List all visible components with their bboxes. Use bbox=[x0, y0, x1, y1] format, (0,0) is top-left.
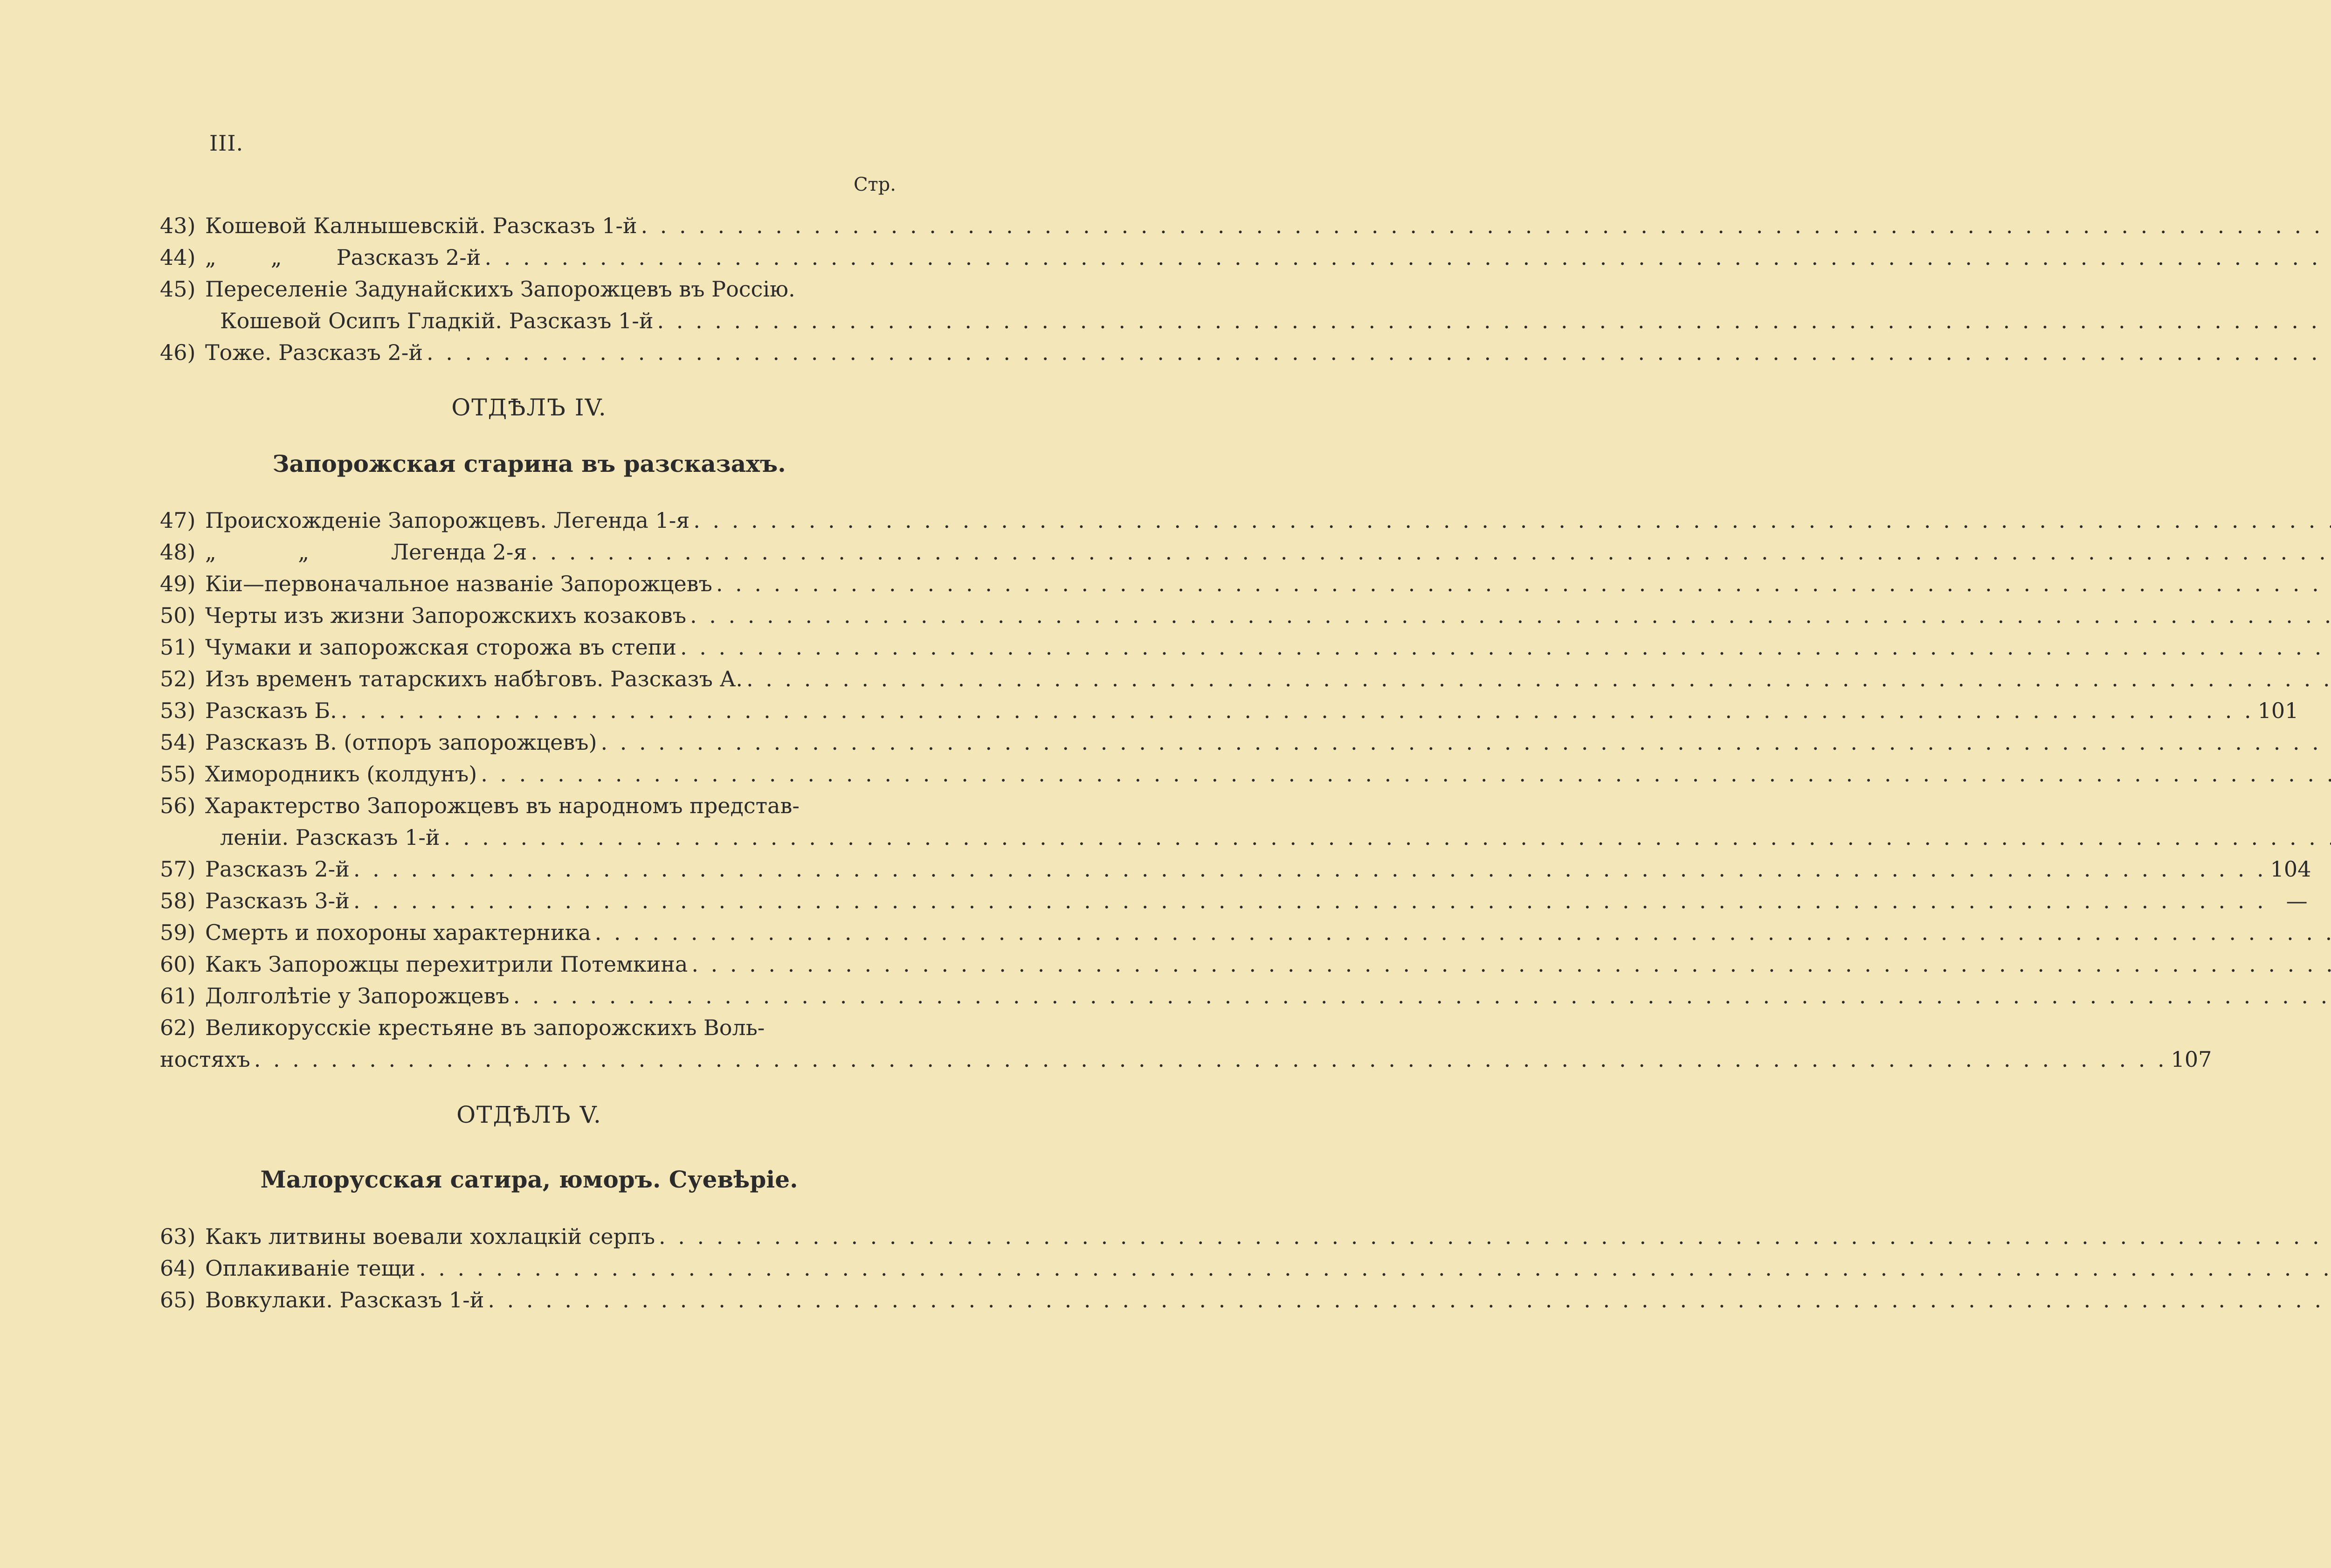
entry-title: Химородникъ (колдунъ) bbox=[205, 761, 477, 787]
entry-title: Какъ литвины воевали хохлацкій серпъ bbox=[205, 1224, 655, 1249]
entry-number: 64) bbox=[160, 1256, 196, 1281]
toc-entry-continuation bbox=[160, 1043, 2212, 1075]
entry-number: 44) bbox=[160, 245, 196, 270]
dot-leader bbox=[350, 853, 2270, 885]
entry-title: Оплакиваніе тещи bbox=[205, 1256, 416, 1281]
entry-title: Кіи—первоначальное названіе Запорожцевъ bbox=[205, 571, 712, 596]
dot-leader bbox=[688, 948, 2331, 980]
entry-page: — bbox=[2286, 888, 2308, 913]
dot-leader bbox=[653, 305, 2331, 337]
section-heading: ОТДѢЛЪ V. bbox=[456, 1101, 602, 1128]
entry-title: Великорусскіе крестьяне въ запорожскихъ Воль- bbox=[205, 1015, 765, 1040]
pages-column-label: Стр. bbox=[853, 174, 896, 195]
dot-leader bbox=[440, 822, 2331, 853]
dot-leader bbox=[637, 210, 2331, 242]
toc-block-3 bbox=[160, 1221, 897, 1316]
entry-title: Переселеніе Задунайскихъ Запорожцевъ въ Россію. bbox=[205, 276, 795, 302]
entry-number: 48) bbox=[160, 539, 196, 565]
entry-number: 46) bbox=[160, 340, 196, 365]
toc-entry bbox=[160, 242, 897, 273]
dot-leader bbox=[743, 663, 2331, 695]
toc-entry bbox=[160, 600, 897, 631]
dot-leader bbox=[686, 600, 2331, 631]
toc-entry bbox=[160, 790, 897, 822]
entry-title: Долголѣтіе у Запорожцевъ bbox=[205, 983, 510, 1008]
toc-entry bbox=[160, 758, 897, 790]
entry-number: 53) bbox=[160, 698, 196, 723]
dot-leader bbox=[350, 885, 2270, 917]
dot-leader bbox=[423, 337, 2331, 368]
dot-leader bbox=[527, 536, 2331, 568]
entry-number: 50) bbox=[160, 603, 196, 628]
toc-entry bbox=[160, 631, 897, 663]
dot-leader bbox=[712, 568, 2331, 600]
entry-number: 58) bbox=[160, 888, 196, 913]
dot-leader bbox=[690, 504, 2331, 536]
entry-number: 52) bbox=[160, 666, 196, 691]
toc-entry bbox=[160, 536, 897, 568]
section-subtitle: Запорожская старина въ разсказахъ. bbox=[272, 450, 786, 477]
toc-entry-continuation bbox=[160, 822, 897, 853]
dot-leader bbox=[250, 1043, 2171, 1075]
dot-leader bbox=[484, 1284, 2331, 1316]
entry-number: 63) bbox=[160, 1224, 196, 1249]
dot-leader bbox=[481, 242, 2331, 273]
entry-title: Кошевой Калнышевскій. Разсказъ 1-й bbox=[205, 213, 637, 238]
toc-entry bbox=[160, 885, 2308, 917]
entry-title: Какъ Запорожцы перехитрили Потемкина bbox=[205, 952, 688, 977]
toc-entry bbox=[160, 1012, 897, 1043]
entry-title: Черты изъ жизни Запорожскихъ козаковъ bbox=[205, 603, 687, 628]
toc-entry bbox=[160, 210, 897, 242]
toc-entry bbox=[160, 337, 897, 368]
entry-number: 45) bbox=[160, 276, 196, 302]
toc-entry bbox=[160, 1221, 897, 1252]
page-number: III. bbox=[209, 131, 244, 156]
entry-page: 104 bbox=[2270, 857, 2311, 882]
entry-title: Тоже. Разсказъ 2-й bbox=[205, 340, 423, 365]
entry-page: 101 bbox=[2257, 698, 2299, 723]
dot-leader bbox=[597, 726, 2331, 758]
entry-number: 57) bbox=[160, 857, 196, 882]
entry-title: ностяхъ bbox=[160, 1047, 250, 1072]
toc-entry bbox=[160, 917, 897, 948]
entry-number: 51) bbox=[160, 635, 196, 660]
entry-number: 65) bbox=[160, 1287, 196, 1312]
toc-entry bbox=[160, 273, 897, 305]
entry-title: Разсказъ 3-й bbox=[205, 888, 350, 913]
dot-leader bbox=[337, 695, 2258, 726]
toc-entry bbox=[160, 568, 897, 600]
toc-block-1 bbox=[160, 210, 897, 368]
entry-number: 49) bbox=[160, 571, 196, 596]
entry-title: Смерть и похороны характерника bbox=[205, 920, 591, 945]
toc-entry bbox=[160, 695, 2299, 726]
entry-number: 59) bbox=[160, 920, 196, 945]
toc-entry bbox=[160, 1284, 897, 1316]
toc-entry bbox=[160, 1252, 897, 1284]
toc-entry bbox=[160, 726, 897, 758]
dot-leader bbox=[510, 980, 2331, 1012]
dot-leader bbox=[415, 1252, 2331, 1284]
entry-title: Чумаки и запорожская сторожа въ степи bbox=[205, 635, 676, 660]
entry-number: 54) bbox=[160, 730, 196, 755]
entry-title: Характерство Запорожцевъ въ народномъ представ- bbox=[205, 793, 800, 818]
entry-number: 47) bbox=[160, 508, 196, 533]
entry-title: „ „ Легенда 2-я bbox=[205, 539, 527, 565]
entry-number: 55) bbox=[160, 761, 196, 787]
toc-entry bbox=[160, 663, 897, 695]
entry-title: Происхожденіе Запорожцевъ. Легенда 1-я bbox=[205, 508, 690, 533]
entry-number: 62) bbox=[160, 1015, 196, 1040]
toc-entry bbox=[160, 948, 897, 980]
dot-leader bbox=[655, 1221, 2331, 1252]
entry-title: Кошевой Осипъ Гладкій. Разсказъ 1-й bbox=[220, 308, 654, 333]
entry-title: леніи. Разсказъ 1-й bbox=[220, 825, 440, 850]
entry-title: „ „ Разсказъ 2-й bbox=[205, 245, 481, 270]
toc-entry bbox=[160, 504, 897, 536]
entry-number: 43) bbox=[160, 213, 196, 238]
toc-block-2 bbox=[160, 504, 2311, 1075]
section-subtitle: Малорусская сатира, юморъ. Суевѣріе. bbox=[260, 1166, 798, 1193]
entry-title: Разсказъ В. (отпоръ запорожцевъ) bbox=[205, 730, 597, 755]
entry-title: Разсказъ Б. bbox=[205, 698, 337, 723]
entry-number: 56) bbox=[160, 793, 196, 818]
entry-number: 61) bbox=[160, 983, 196, 1008]
toc-entry bbox=[160, 853, 2311, 885]
entry-number: 60) bbox=[160, 952, 196, 977]
section-heading: ОТДѢЛЪ IV. bbox=[451, 394, 607, 421]
toc-entry-continuation bbox=[160, 305, 897, 337]
dot-leader bbox=[591, 917, 2331, 948]
dot-leader bbox=[676, 631, 2331, 663]
entry-page: 107 bbox=[2171, 1047, 2212, 1072]
toc-entry bbox=[160, 980, 897, 1012]
entry-title: Разсказъ 2-й bbox=[205, 857, 350, 882]
entry-title: Вовкулаки. Разсказъ 1-й bbox=[205, 1287, 484, 1312]
dot-leader bbox=[477, 758, 2331, 790]
entry-title: Изъ временъ татарскихъ набѣговъ. Разсказъ А. bbox=[205, 666, 743, 691]
